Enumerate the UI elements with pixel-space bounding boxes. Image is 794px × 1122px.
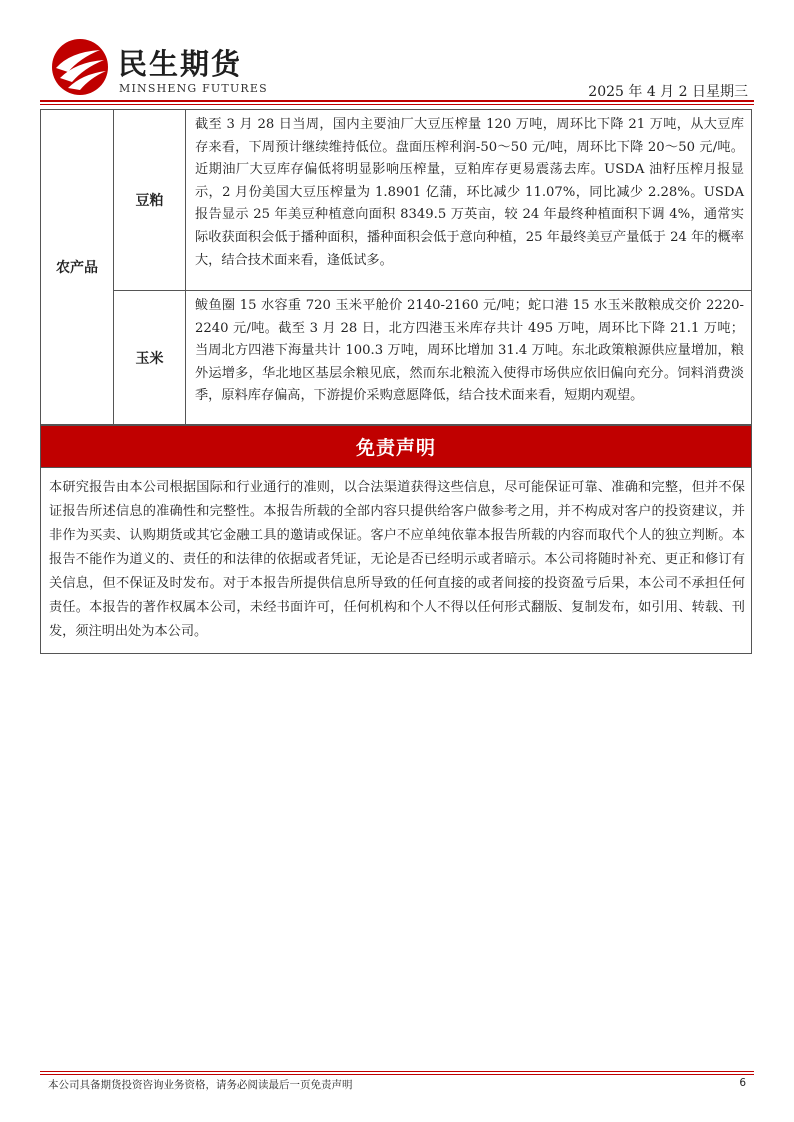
page-number: 6	[739, 1077, 746, 1089]
product-cell-corn: 玉米	[114, 290, 186, 425]
header-rule	[40, 100, 754, 102]
footer-notice: 本公司具备期货投资咨询业务资格，请务必阅读最后一页免责声明	[48, 1079, 353, 1091]
header-rule-thin	[40, 104, 754, 105]
footer-rule	[40, 1071, 754, 1072]
page-header	[40, 38, 754, 104]
analysis-cell-soymeal: 截至 3 月 28 日当周，国内主要油厂大豆压榨量 120 万吨，周环比下降 21 万吨，从大豆库存来看，下周预计继续维持低位。盘面压榨利润-50～50 元/吨，周环比下降 20～50 元/吨。近期油厂大豆库存偏低将明显影响压榨量，豆粕库存更易震荡去库。USDA 油籽压榨月报显示，2 月份美国大豆压榨量为 1.8901 亿蒲，环比减少 11.07%，同比减少 2.28%。USDA 报告显示 25 年美豆种植意向面积 8349.5 万英亩，较 24 年最终种植面积下调 4%，通常实际收获面积会低于播种面积，播种面积会低于意向种植，25 年最终美豆产量低于 24 年的概率大，结合技术面来看，逢低试多。	[186, 109, 752, 291]
category-cell: 农产品	[40, 109, 114, 425]
analysis-cell-corn: 鲅鱼圈 15 水容重 720 玉米平舱价 2140-2160 元/吨；蛇口港 15 水玉米散粮成交价 2220-2240 元/吨。截至 3 月 28 日，北方四港玉米库存共计 495 万吨，周环比下降 21.1 万吨；当周北方四港下海量共计 100.3 万吨，周环比增加 31.4 万吨。东北政策粮源供应量增加，粮外运增多，华北地区基层余粮见底，然而东北粮流入使得市场供应依旧偏向充分。饲料消费淡季，原料库存偏高，下游提价采购意愿降低，结合技术面来看，短期内观望。	[186, 290, 752, 425]
report-date: 2025 年 4 月 2 日星期三	[588, 84, 748, 100]
product-cell-soymeal: 豆粕	[114, 109, 186, 291]
brand-name-en: MINSHENG FUTURES	[119, 82, 268, 95]
brand-name-cn: 民生期货	[118, 47, 243, 81]
footer-rule-thin	[40, 1074, 754, 1075]
disclaimer-body: 本研究报告由本公司根据国际和行业通行的准则，以合法渠道获得这些信息，尽可能保证可靠、准确和完整，但并不保证报告所述信息的准确性和完整性。本报告所载的全部内容只提供给客户做参考之用，并不构成对客户的投资建议，并非作为买卖、认购期货或其它金融工具的邀请或保证。客户不应单纯依靠本报告所载的内容而取代个人的独立判断。本报告不能作为道义的、责任的和法律的依据或者凭证，无论是否已经明示或者暗示。本公司将随时补充、更正和修订有关信息，但不保证及时发布。对于本报告所提供信息所导致的任何直接的或者间接的投资盈亏后果，本公司不承担任何责任。本报告的著作权属本公司，未经书面许可，任何机构和个人不得以任何形式翻版、复制发布，如引用、转载、刊发，须注明出处为本公司。	[40, 468, 752, 654]
disclaimer-title: 免责声明	[40, 425, 752, 468]
minsheng-logo-icon	[50, 38, 110, 96]
